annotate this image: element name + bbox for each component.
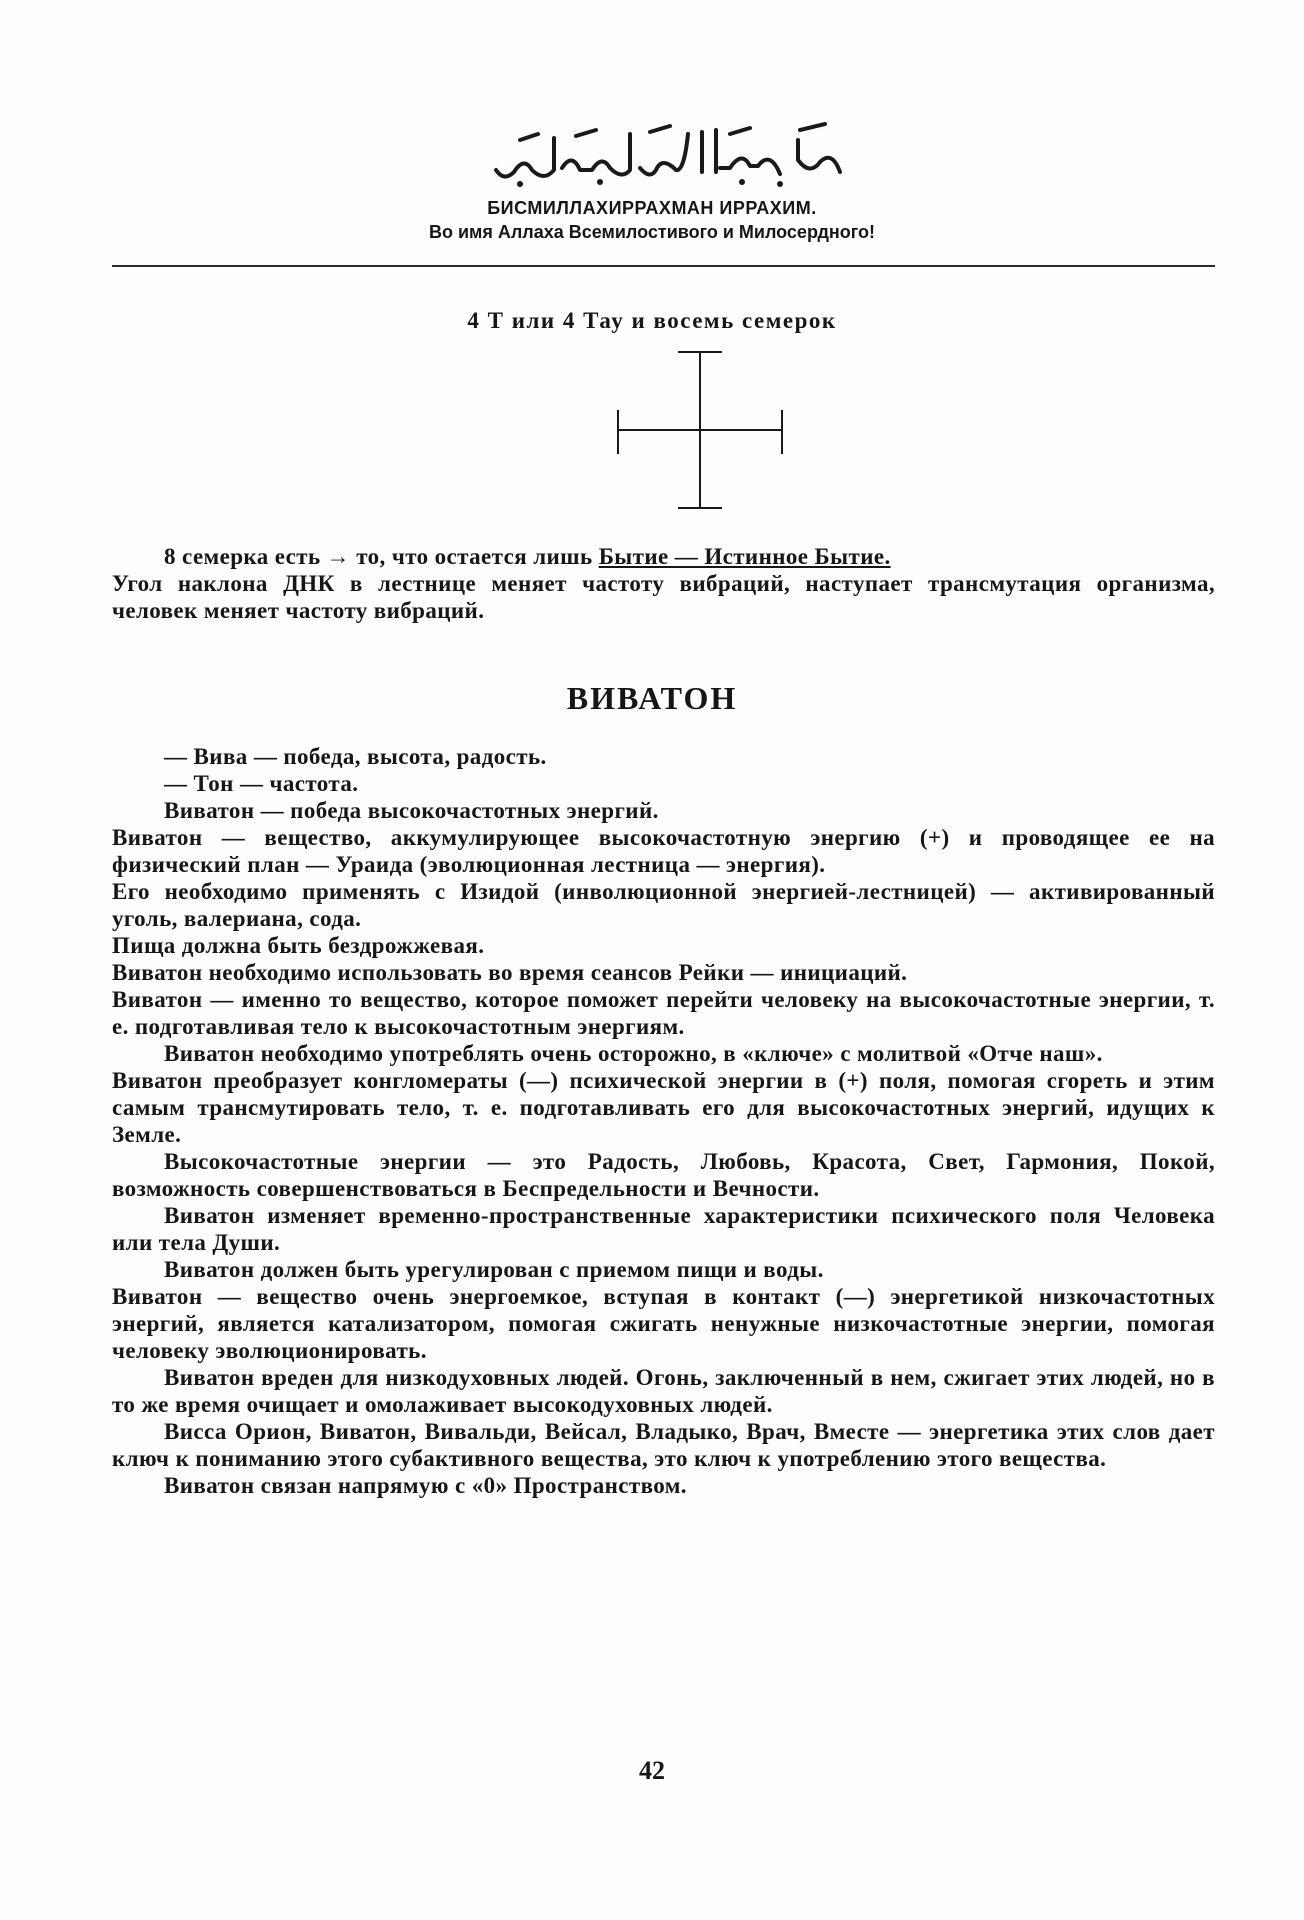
paragraph: Высокочастотные энергии — это Радость, Любовь, Красота, Свет, Гармония, Покой, возможность совершенствоваться в Беспредельности и Вечности. (112, 1149, 1215, 1201)
figure-caption: 4 Т или 4 Тау и восемь семерок (467, 308, 837, 333)
intro-block (112, 543, 1215, 624)
header-divider (112, 265, 1215, 267)
paragraph: Висса Орион, Виватон, Вивальди, Вейсал, Владыко, Врач, Вместе — энергетика этих слов дает ключ к пониманию этого субактивного вещества, это ключ к употреблению этого вещества. (112, 1419, 1215, 1471)
paragraph: Виватон должен быть урегулирован с приемом пищи и воды. (164, 1257, 824, 1282)
bismillah-calligraphy (480, 110, 860, 190)
section-body (112, 743, 1215, 1499)
paragraph: — Тон — частота. (164, 771, 359, 796)
intro-underlined-text: Бытие — Истинное Бытие. (598, 544, 891, 569)
paragraph: Виватон изменяет временно-пространственные характеристики психического поля Человека или тела Души. (112, 1203, 1215, 1255)
paragraph: Виватон связан напрямую с «0» Пространством. (164, 1473, 687, 1498)
paragraph: Виватон — именно то вещество, которое поможет перейти человеку на высокочастотные энергии, т. е. подготавливая тело к высокочастотным энергиям. (112, 987, 1215, 1039)
paragraph: Виватон — победа высокочастотных энергий. (164, 798, 659, 823)
paragraph: Виватон вреден для низкодуховных людей. Огонь, заключенный в нем, сжигает этих людей, но в то же время очищает и омолаживает высокодуховных людей. (112, 1365, 1215, 1417)
section-title: ВИВАТОН (566, 680, 738, 716)
paragraph: Пища должна быть бездрожжевая. (112, 933, 485, 958)
paragraph: Виватон — вещество, аккумулирующее высокочастотную энергию (+) и проводящее ее на физический план — Ураида (эволюционная лестница — энергия). (112, 825, 1215, 877)
tau-cross-figure (612, 350, 788, 510)
page-number: 42 (639, 1756, 665, 1785)
paragraph: Виватон — вещество очень энергоемкое, вступая в контакт (—) энергетикой низкочастотных энергий, является катализатором, помогая сжигать ненужные низкочастотные энергии, помогая человеку эволюционировать. (112, 1284, 1215, 1363)
intro-text: 8 семерка есть → то, что остается лишь (164, 544, 599, 569)
paragraph: Виватон необходимо употреблять очень осторожно, в «ключе» с молитвой «Отче наш». (164, 1041, 1103, 1066)
paragraph: Виватон необходимо использовать во время сеансов Рейки — инициаций. (112, 960, 908, 985)
paragraph: Виватон преобразует конгломераты (—) психической энергии в (+) поля, помогая сгореть и этим самым трансмутировать тело, т. е. подготавливать его для высокочастотных энергий, идущих к Земле. (112, 1068, 1215, 1147)
paragraph: — Вива — победа, высота, радость. (164, 744, 547, 769)
header-title: БИСМИЛЛАХИРРАХМАН ИРРАХИМ. (487, 198, 817, 218)
intro-paragraph: Угол наклона ДНК в лестнице меняет частоту вибраций, наступает трансмутация организма, человек меняет частоту вибраций. (112, 571, 1215, 623)
paragraph: Его необходимо применять с Изидой (инволюционной энергией-лестницей) — активированный уголь, валериана, сода. (112, 879, 1215, 931)
header-subtitle: Во имя Аллаха Всемилостивого и Милосердного! (428, 222, 876, 242)
intro-line (112, 543, 1215, 570)
